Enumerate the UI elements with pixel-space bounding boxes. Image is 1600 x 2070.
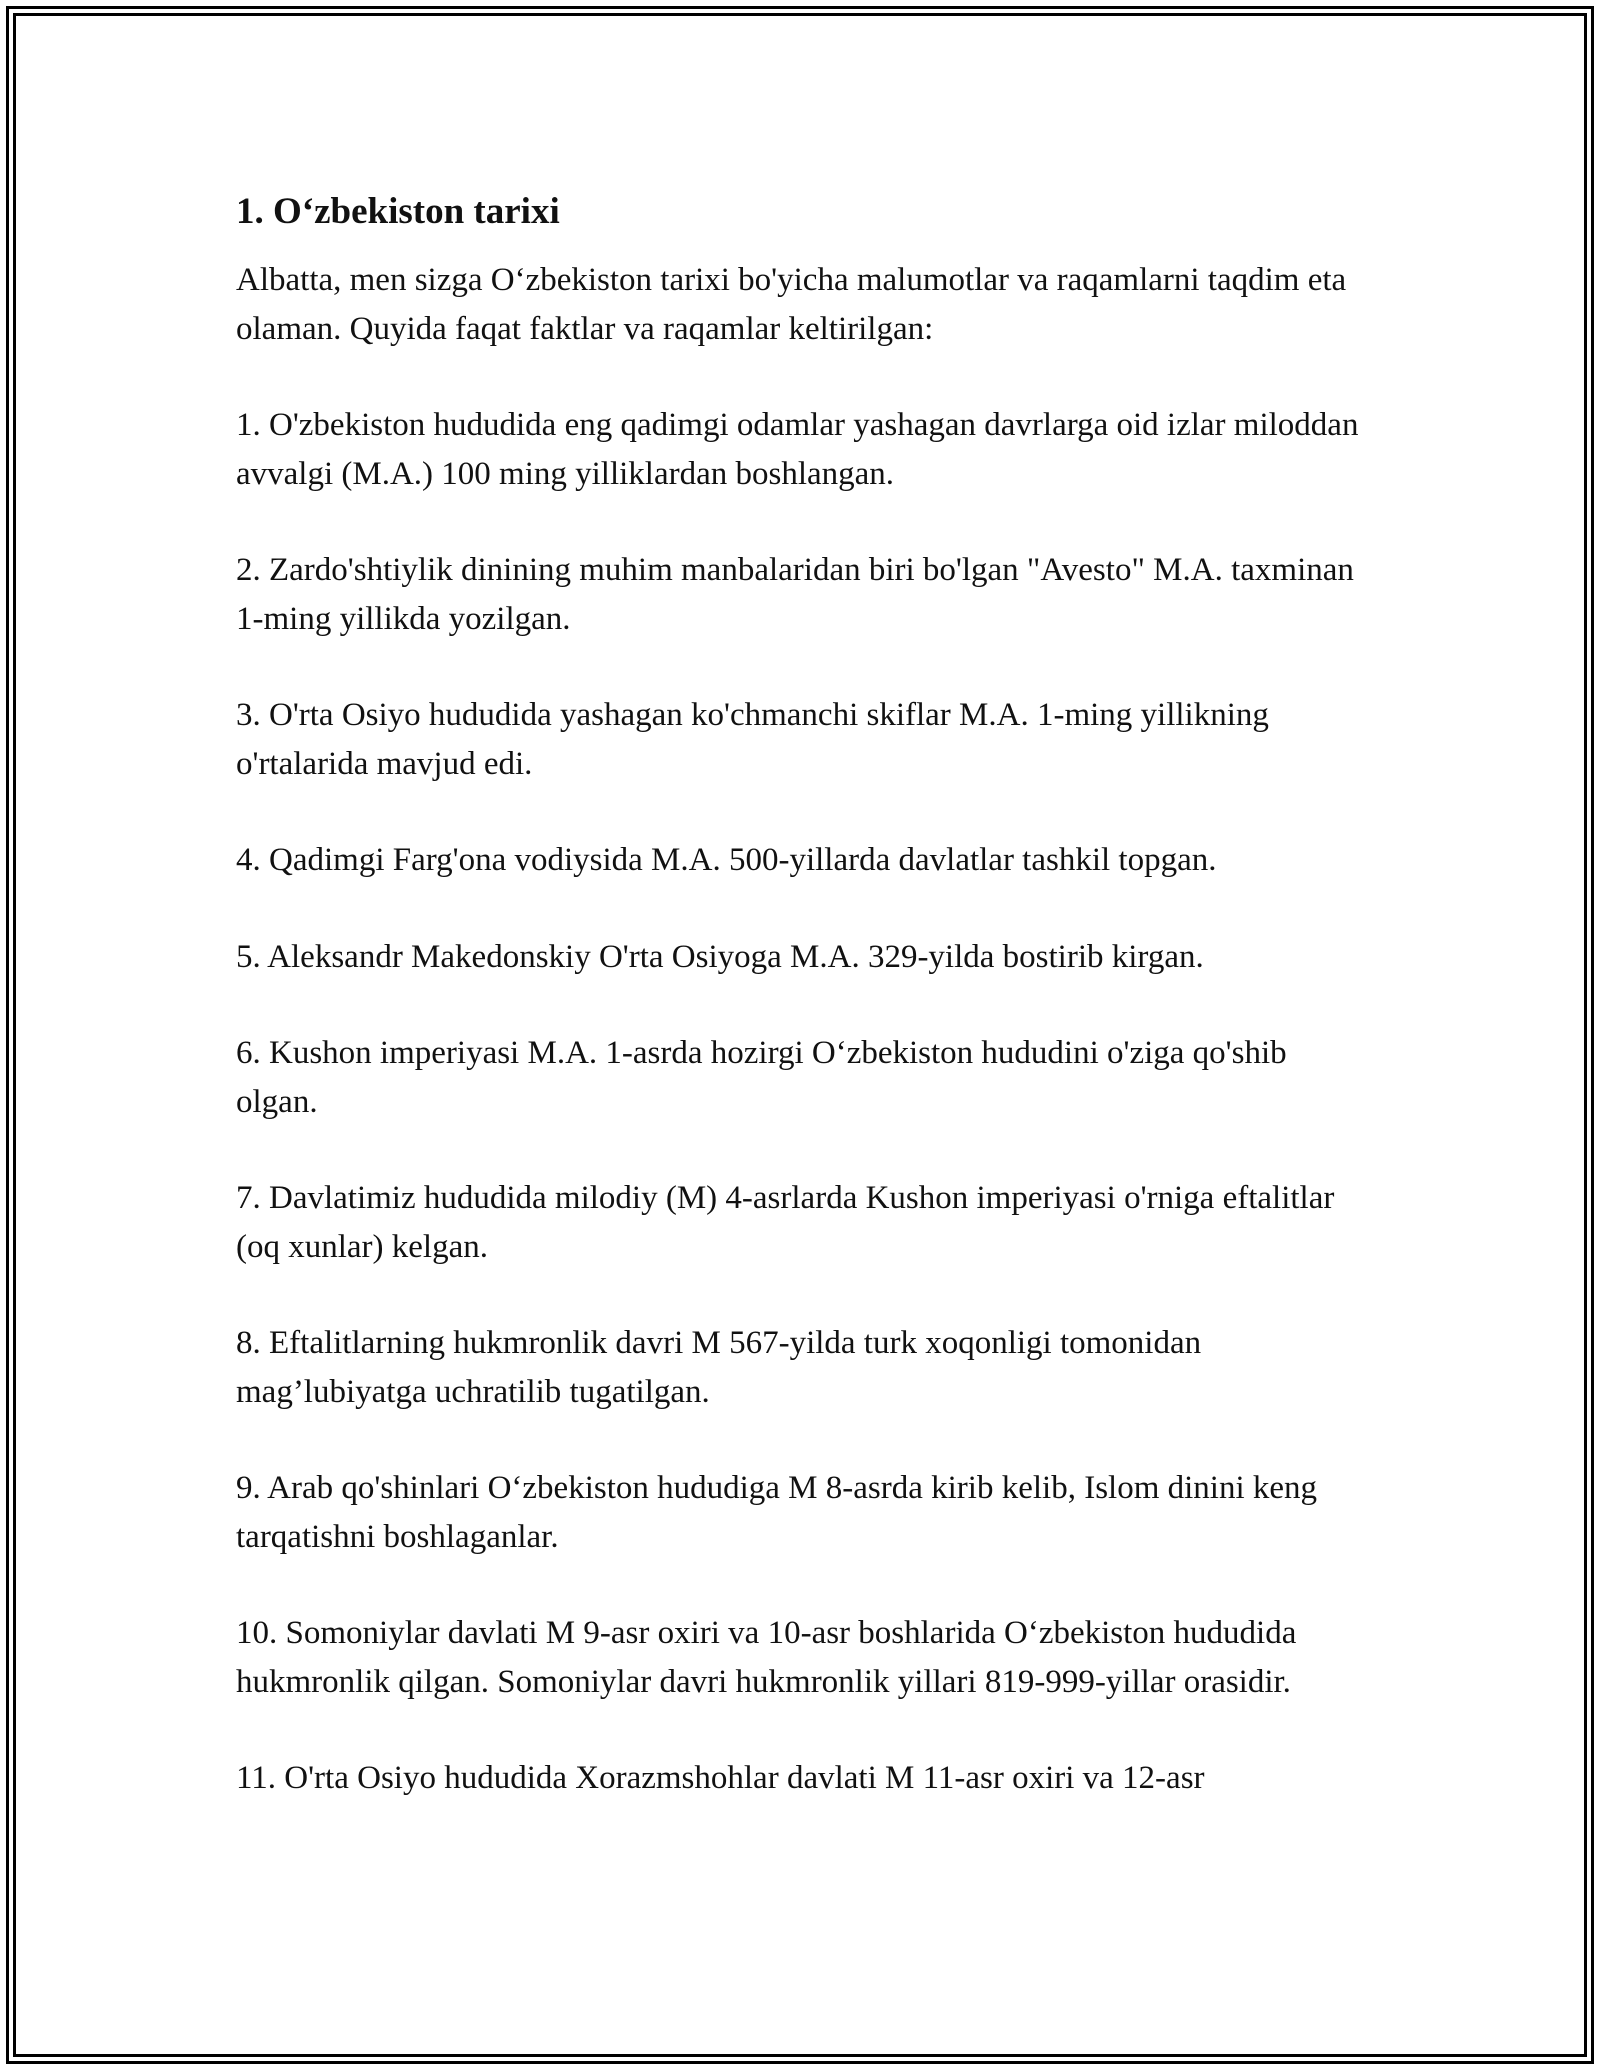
fact-item-6: 6. Kushon imperiyasi M.A. 1-asrda hozirgi O‘zbekiston hududini o'ziga qo'shib olgan. xyxy=(236,1035,1287,1120)
fact-item-9: 9. Arab qo'shinlari O‘zbekiston hududiga M 8-asrda kirib kelib, Islom dinini keng tarqatishni boshlaganlar. xyxy=(236,1470,1318,1555)
fact-item-8: 8. Eftalitlarning hukmronlik davri M 567-yilda turk xoqonligi tomonidan mag’lubiyatga uchratilib tugatilgan. xyxy=(236,1325,1202,1410)
document-body xyxy=(236,188,1366,1803)
fact-item-5: 5. Aleksandr Makedonskiy O'rta Osiyoga M.A. 329-yilda bostirib kirgan. xyxy=(236,938,1204,975)
fact-item-10: 10. Somoniylar davlati M 9-asr oxiri va 10-asr boshlarida O‘zbekiston hududida hukmronlik qilgan. Somoniylar davri hukmronlik yillari 819-999-yillar orasidir. xyxy=(236,1615,1297,1700)
document-title: 1. O‘zbekiston tarixi xyxy=(236,191,560,232)
fact-item-1: 1. O'zbekiston hududida eng qadimgi odamlar yashagan davrlarga oid izlar miloddan avvalgi (M.A.) 100 ming yilliklardan boshlangan. xyxy=(236,407,1359,492)
intro-paragraph: Albatta, men sizga O‘zbekiston tarixi bo'yicha malumotlar va raqamlarni taqdim eta olaman. Quyida faqat faktlar va raqamlar keltirilgan: xyxy=(236,262,1347,347)
fact-item-7: 7. Davlatimiz hududida milodiy (M) 4-asrlarda Kushon imperiyasi o'rniga eftalitlar (oq xunlar) kelgan. xyxy=(236,1180,1335,1265)
fact-item-3: 3. O'rta Osiyo hududida yashagan ko'chmanchi skiflar M.A. 1-ming yillikning o'rtalarida mavjud edi. xyxy=(236,697,1269,782)
fact-item-4: 4. Qadimgi Farg'ona vodiysida M.A. 500-yillarda davlatlar tashkil topgan. xyxy=(236,842,1217,878)
fact-item-11: 11. O'rta Osiyo hududida Xorazmshohlar davlati M 11-asr oxiri va 12-asr xyxy=(236,1760,1205,1796)
fact-item-2: 2. Zardo'shtiylik dinining muhim manbalaridan biri bo'lgan "Avesto" M.A. taxminan 1-ming yillikda yozilgan. xyxy=(236,552,1354,637)
